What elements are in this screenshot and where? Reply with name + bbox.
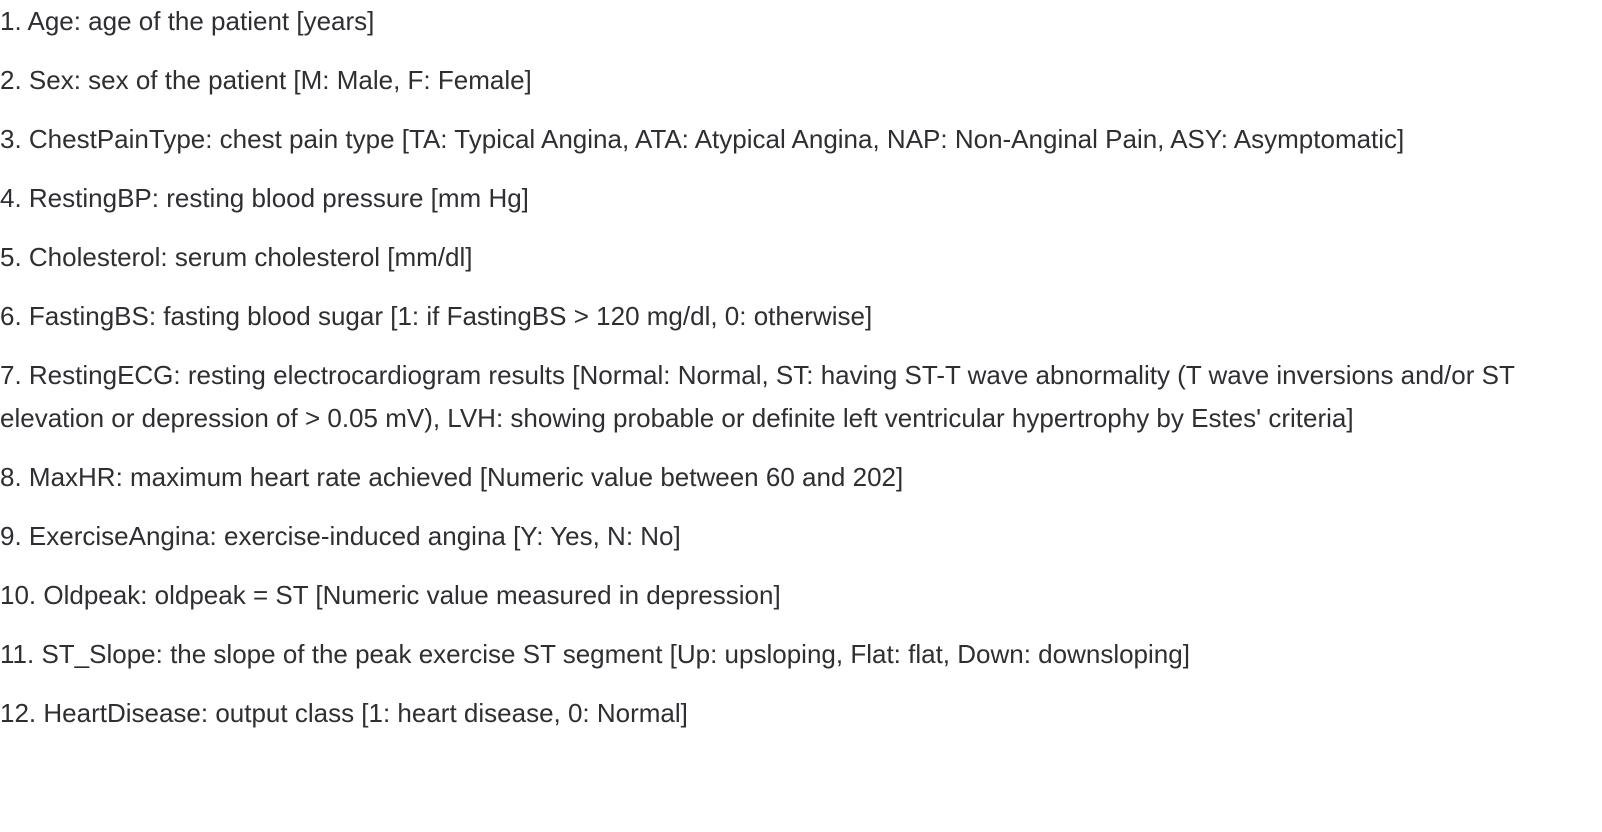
list-item-chest-pain-type: 3. ChestPainType: chest pain type [TA: Typical Angina, ATA: Atypical Angina, NAP: Non-Anginal Pain, ASY: Asymptomatic] bbox=[0, 124, 1405, 154]
list-item-max-hr: 8. MaxHR: maximum heart rate achieved [Numeric value between 60 and 202] bbox=[0, 462, 904, 492]
list-item-sex: 2. Sex: sex of the patient [M: Male, F: Female] bbox=[0, 65, 532, 95]
list-item-cholesterol: 5. Cholesterol: serum cholesterol [mm/dl] bbox=[0, 242, 473, 272]
list-item-heart-disease: 12. HeartDisease: output class [1: heart disease, 0: Normal] bbox=[0, 698, 688, 728]
list-item-exercise-angina: 9. ExerciseAngina: exercise-induced angina [Y: Yes, N: No] bbox=[0, 521, 681, 551]
list-item-age: 1. Age: age of the patient [years] bbox=[0, 6, 375, 36]
list-item-st-slope: 11. ST_Slope: the slope of the peak exercise ST segment [Up: upsloping, Flat: flat, Down: downsloping] bbox=[0, 639, 1190, 669]
list-item-resting-ecg: 7. RestingECG: resting electrocardiogram results [Normal: Normal, ST: having ST-T wave abnormality (T wave inversions and/or ST elevation or depression of > 0.05 mV), LVH: showing probable or definite left ventricular hypertrophy by Estes' criteria] bbox=[0, 360, 1515, 433]
list-item-oldpeak: 10. Oldpeak: oldpeak = ST [Numeric value measured in depression] bbox=[0, 580, 781, 610]
list-item-fasting-bs: 6. FastingBS: fasting blood sugar [1: if FastingBS > 120 mg/dl, 0: otherwise] bbox=[0, 301, 873, 331]
list-item-resting-bp: 4. RestingBP: resting blood pressure [mm Hg] bbox=[0, 183, 529, 213]
